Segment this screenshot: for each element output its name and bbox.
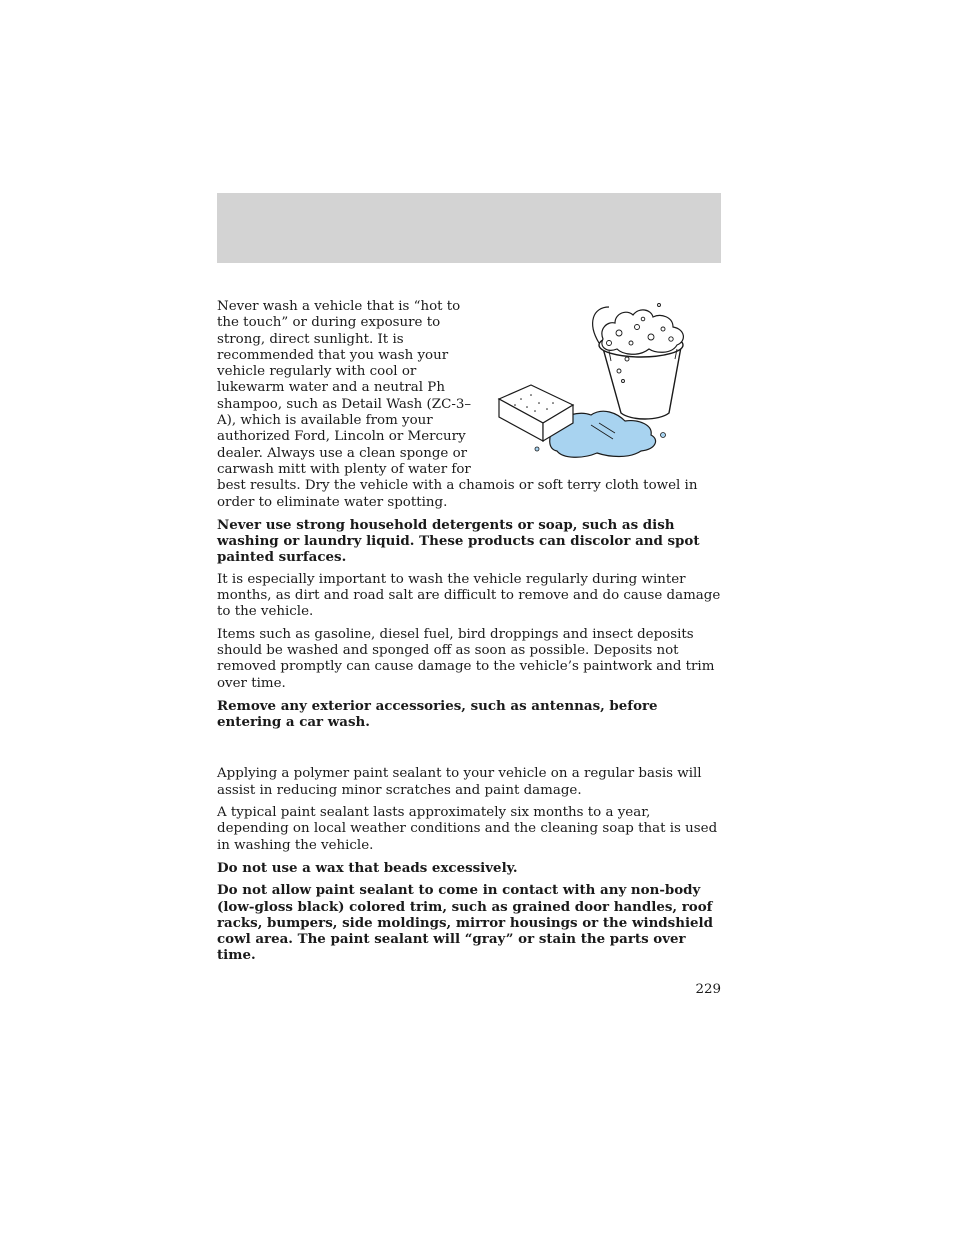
paragraph-sealant-duration: A typical paint sealant lasts approximately six months to a year, depending on local weather conditions and the cleaning soap that is used in washing the vehicle. — [217, 805, 718, 853]
warning-wax: Do not use a wax that beads excessively. — [217, 859, 518, 876]
warning-trim: Do not allow paint sealant to come in contact with any non-body (low-gloss black) colored trim, such as grained door handles, roof racks, bumpers, side moldings, mirror housings or the windshield cowl area. The paint sealant will “gray” or stain the parts over time. — [217, 882, 713, 964]
page-content — [217, 299, 721, 970]
warning-detergents: Never use strong household detergents or soap, such as dish washing or laundry liquid. These products can discolor and spot painted surfaces. — [217, 516, 700, 566]
bucket-sponge-water-icon — [491, 299, 723, 469]
paragraph-washing-intro: Never wash a vehicle that is “hot to the touch” or during exposure to strong, direct sunlight. It is recommended that you wash your vehicle regularly with cool or lukewarm water and a neutral Ph shampoo, such as Detail Wash (ZC-3–A), which is available from your authorized Ford, Lincoln or Mercury dealer. Always use a clean sponge or carwash mitt with plenty of water for best results. Dry the vehicle with a chamois or soft terry cloth towel in order to eliminate water spotting. — [217, 299, 698, 510]
paragraph-deposits: Items such as gasoline, diesel fuel, bird droppings and insect deposits should be washed and sponged off as soon as possible. Deposits not removed promptly can cause damage to the vehicle’s paintwork and trim over time. — [217, 626, 715, 691]
section-gap — [217, 736, 721, 766]
paragraph-sealant-intro: Applying a polymer paint sealant to your vehicle on a regular basis will assist in reducing minor scratches and paint damage. — [217, 766, 702, 798]
section-header-band — [217, 193, 721, 263]
intro-block — [217, 299, 721, 511]
warning-accessories: Remove any exterior accessories, such as antennas, before entering a car wash. — [217, 697, 658, 731]
page-number: 229 — [695, 982, 721, 997]
paragraph-winter: It is especially important to wash the vehicle regularly during winter months, as dirt and road salt are difficult to remove and do cause damage to the vehicle. — [217, 571, 721, 620]
